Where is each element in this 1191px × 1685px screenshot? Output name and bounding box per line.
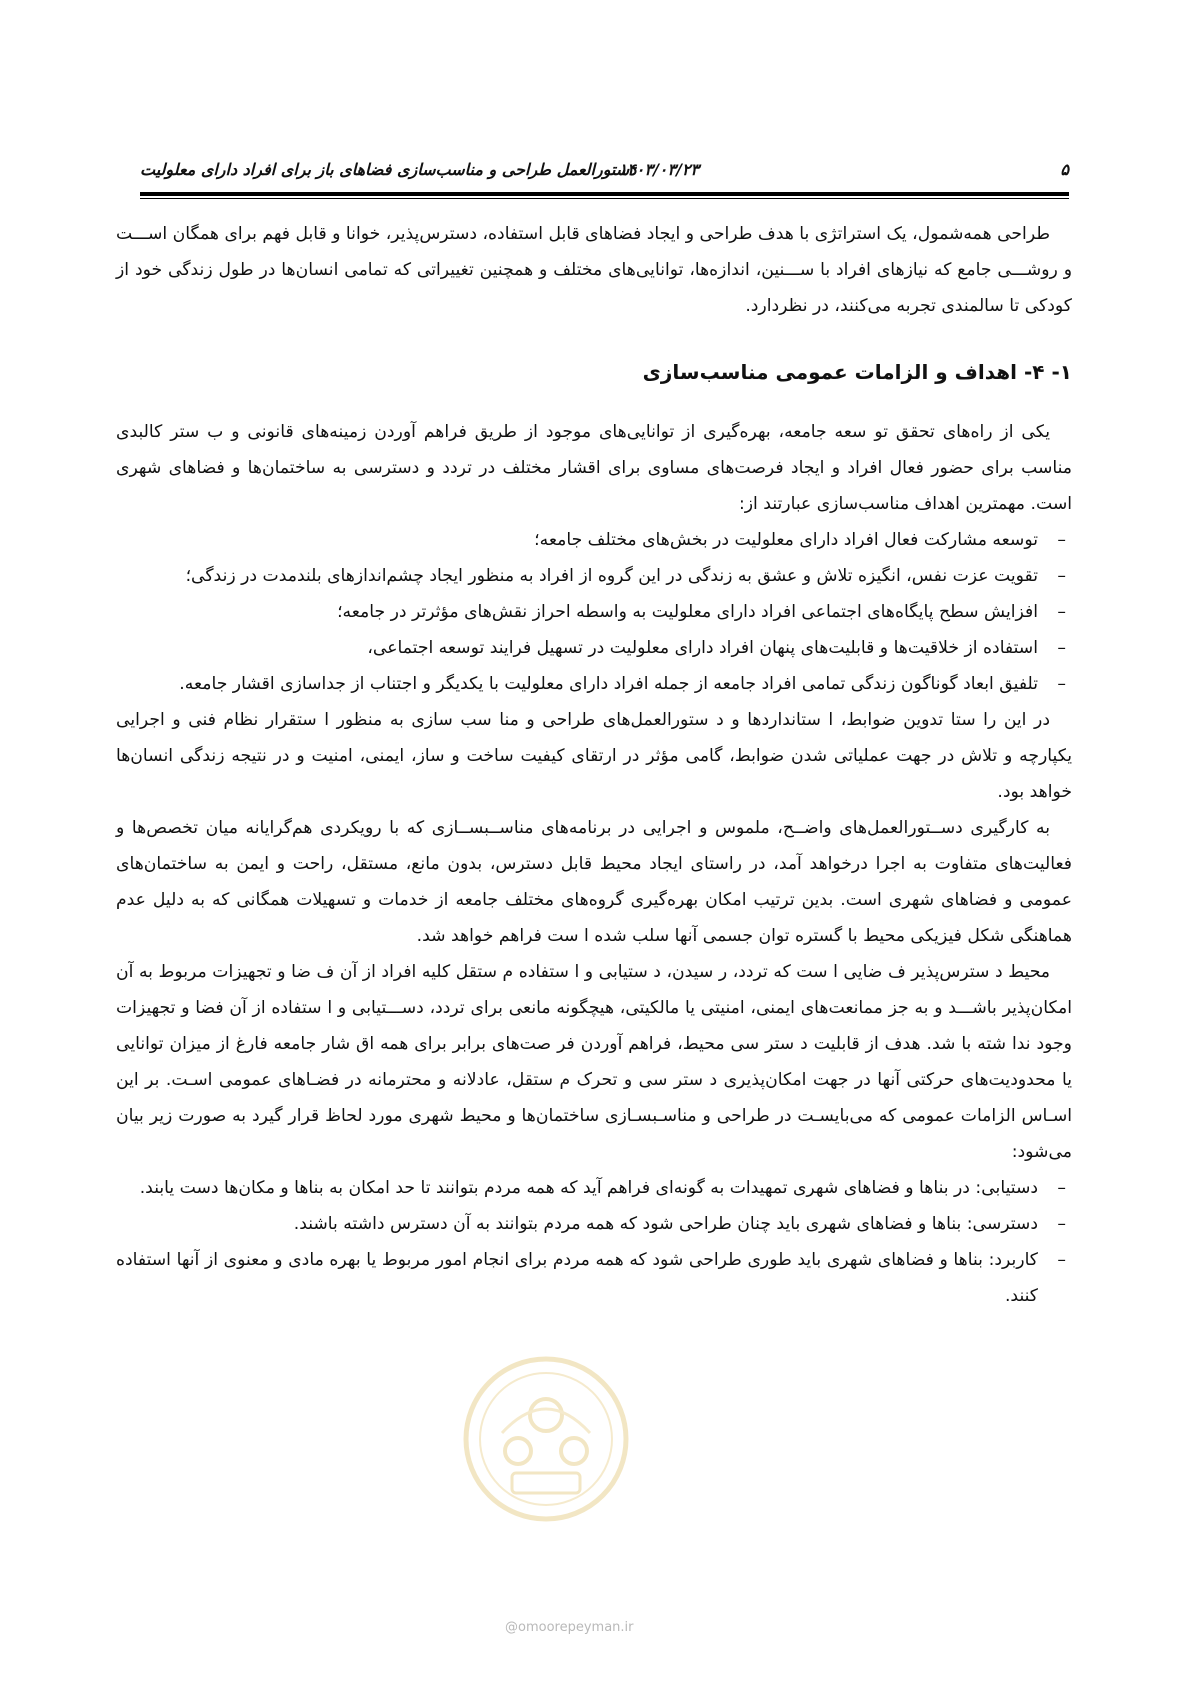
- header-title: دستورالعمل طراحی و مناسب‌سازی فضاهای باز برای افراد دارای معلولیت: [140, 160, 637, 179]
- goals-paragraph: یکی از راه‌های تحقق تو سعه جامعه، بهره‌گیری از توانایی‌های موجود از طریق فراهم آوردن زمینه‌های قانونی و ب ستر کالبدی مناسب برای حضور فعال افراد و ایجاد فرصت‌های مساوی برای اقشار مختلف در تردد و دسترسی به ساختمان‌ها و فضاهای شهری است. مهمترین اهداف مناسب‌سازی عبارتند از:: [116, 422, 1072, 514]
- standards-paragraph: در این را ستا تدوین ضوابط، ا ستانداردها و د ستورالعمل‌های طراحی و منا سب سازی به منظور ا ستقرار نظام فنی و اجرایی یکپارچه و تلاش در جهت عملیاتی شدن ضوابط، گامی مؤثر در ارتقای کیفیت ساخت و ساز، ایمنی، امنیت و در نتیجه زندگی انسان‌ها خواهد بود.: [116, 710, 1072, 802]
- list-item: – دستیابی: در بناها و فضاهای شهری تمهیدات به گونه‌ای فراهم آید که همه مردم بتوانند تا حد امکان به بناها و مکان‌ها دست یابند.: [116, 1170, 1072, 1206]
- watermark-site-text: @omoorepeyman.ir: [505, 1620, 634, 1635]
- list-item: – کاربرد: بناها و فضاهای شهری باید طوری طراحی شود که همه مردم برای انجام امور مربوط یا بهره مادی و معنوی از آنها استفاده کنند.: [116, 1242, 1072, 1314]
- intro-paragraph: طراحی همه‌شمول، یک استراتژی با هدف طراحی و ایجاد فضاهای قابل استفاده، دسترس‌پذیر، خوانا و قابل فهم برای همگان اســـت و روشـــی جامع که نیازهای افراد با ســـنین، اندازه‌ها، توانایی‌های مختلف و همچنین تغییراتی که تمامی انسان‌ها در طول زندگی خود از کودکی تا سالمندی تجربه می‌کنند، در نظردارد.: [116, 224, 1072, 316]
- page-number: ۵: [1060, 160, 1069, 179]
- guidelines-paragraph: به کارگیری دســتورالعمل‌های واضــح، ملموس و اجرایی در برنامه‌های مناســبســازی که با رویکردی هم‌گرایانه میان تخصص‌ها و فعالیت‌های متفاوت به اجرا درخواهد آمد، در راستای ایجاد محیط قابل دسترس، بدون مانع، مستقل، راحت و ایمن به ساختمان‌های عمومی و فضاهای شهری است. بدین ترتیب امکان بهره‌گیری گروه‌های مختلف جامعه از خدمات و تسهیلات همگانی که به دلیل عدم هماهنگی شکل فیزیکی محیط با گستره توان جسمی آنها سلب شده ا ست فراهم خواهد شد.: [116, 818, 1072, 946]
- goals-list: [116, 522, 1072, 702]
- list-item: – استفاده از خلاقیت‌ها و قابلیت‌های پنهان افراد دارای معلولیت در تسهیل فرایند توسعه اجتماعی،: [116, 630, 1072, 666]
- main-content: [116, 216, 1072, 1314]
- accessible-environment-paragraph: محیط د سترس‌پذیر ف ضایی ا ست که تردد، ر سیدن، د ستیابی و ا ستفاده م ستقل کلیه افراد از آن ف ضا و تجهیزات مربوط به آن امکان‌پذیر باشـــد و به جز ممانعت‌های ایمنی، امنیتی یا مالکیتی، هیچگونه مانعی برای تردد، دســـتیابی و ا ستفاده از آن فضا و تجهیزات وجود ندا شته با شد. هدف از قابلیت د ستر سی محیط، فراهم آوردن فر صت‌های برابر برای همه اق شار جامعه فارغ از میزان توانایی یا محدودیت‌های حرکتی آنها در جهت امکان‌پذیری د ستر سی و تحرک م ستقل، عادلانه و محترمانه در فضـاهای عمومی اسـت. بر این اسـاس الزامات عمومی که می‌بایسـت در طراحی و مناسـبسـازی ساختمان‌ها و محیط شهری مورد لحاظ قرار گیرد به صورت زیر بیان می‌شود:: [116, 962, 1072, 1162]
- header-date: ۱۴۰۳/۰۳/۲۳: [618, 160, 699, 179]
- section-heading: ۱- ۴- اهداف و الزامات عمومی مناسب‌سازی: [642, 360, 1072, 384]
- running-header: [140, 160, 1069, 186]
- requirements-list: [116, 1170, 1072, 1314]
- list-item: – توسعه مشارکت فعال افراد دارای معلولیت در بخش‌های مختلف جامعه؛: [116, 522, 1072, 558]
- header-rule-thick: [140, 192, 1069, 196]
- list-item: – دسترسی: بناها و فضاهای شهری باید چنان طراحی شود که همه مردم بتوانند به آن دسترس داشته باشند.: [116, 1206, 1072, 1242]
- list-item: – تلفیق ابعاد گوناگون زندگی تمامی افراد جامعه از جمله افراد دارای معلولیت با یکدیگر و اجتناب از جداسازی اقشار جامعه.: [116, 666, 1072, 702]
- list-item: – تقویت عزت نفس، انگیزه تلاش و عشق به زندگی در این گروه از افراد به منظور ایجاد چشم‌اندازهای بلندمدت در زندگی؛: [116, 558, 1072, 594]
- watermark-seal-icon: [462, 1355, 630, 1523]
- header-rule-thin: [140, 198, 1069, 199]
- list-item: – افزایش سطح پایگاه‌های اجتماعی افراد دارای معلولیت به واسطه احراز نقش‌های مؤثرتر در جامعه؛: [116, 594, 1072, 630]
